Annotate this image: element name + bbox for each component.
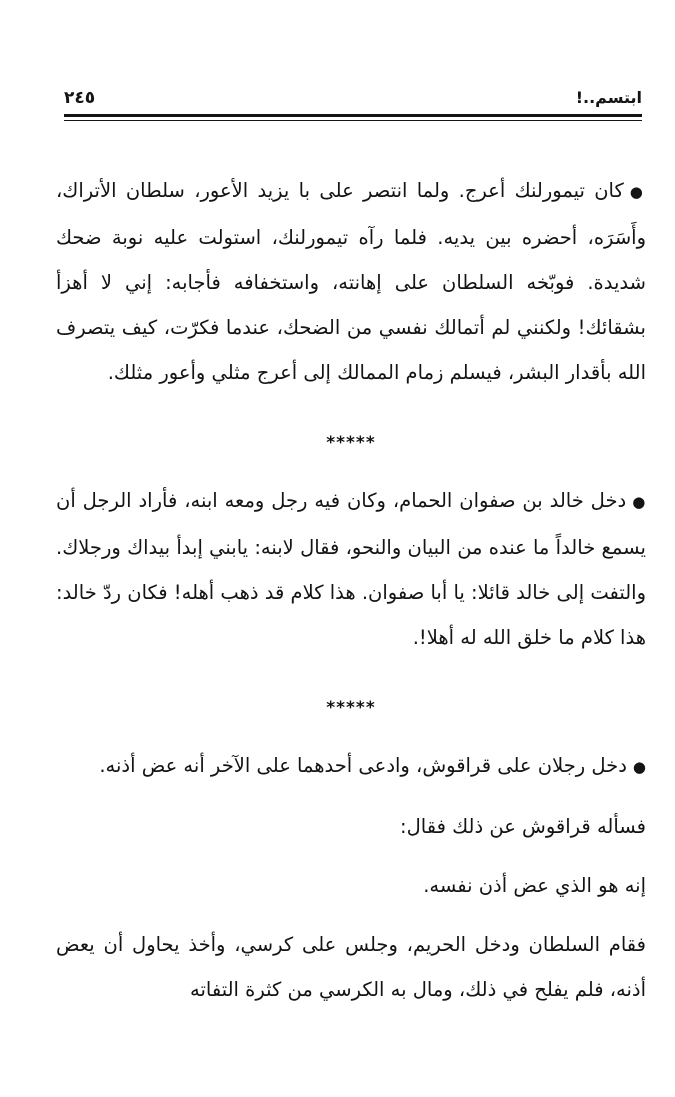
page-number: ٢٤٥: [64, 88, 96, 108]
paragraph-text: كان تيمورلنك أعرج. ولما انتصر على با يزيد الأعور، سلطان الأتراك، وأَسَرَه، أحضره بين يديه. فلما رآه تيمورلنك، استولت عليه نوبة ضحك شديدة. فوبّخه السلطان على إهانته، واستخفافه فأجابه: إني لا أهزأ بشقائك! ولكنني لم أتمالك نفسي من الضحك، عندما فكرّت، كيف يتصرف الله بأقدار البشر، فيسلم زمام الممالك إلى أعرج مثلي وأعور مثلك.: [56, 179, 646, 384]
dialogue-line: إنه هو الذي عض أذن نفسه.: [423, 874, 646, 897]
anecdote-khalid: [56, 478, 646, 660]
bullet-icon: ●: [632, 758, 646, 776]
section-separator: *****: [326, 433, 376, 453]
dialogue-line: فسأله قراقوش عن ذلك فقال:: [400, 815, 646, 838]
bullet-icon: ●: [632, 493, 646, 511]
running-title: ابتسم..!: [575, 88, 642, 107]
anecdote-tamerlane: [56, 168, 646, 395]
paragraph-text: دخل خالد بن صفوان الحمام، وكان فيه رجل ومعه ابنه، فأراد الرجل أن يسمع خالداً ما عنده من البيان والنحو، فقال لابنه: يابني إبدأ بيداك ورجلاك. والتفت إلى خالد قائلا: يا أبا صفوان. هذا كلام قد ذهب أهله! فكان ردّ خالد: هذا كلام ما خلق الله له أهلا!.: [56, 489, 646, 649]
header-rule-thick: [64, 114, 642, 117]
paragraph-text: فقام السلطان ودخل الحريم، وجلس على كرسي، وأخذ يحاول أن يعض أذنه، فلم يفلح في ذلك، ومال به الكرسي من كثرة التفاته: [56, 933, 646, 1001]
bullet-icon: ●: [629, 183, 646, 201]
header-rule-thin: [64, 120, 642, 121]
page-body: [56, 168, 646, 1012]
page-header: [64, 82, 642, 118]
paragraph-text: دخل رجلان على قراقوش، وادعى أحدهما على الآخر أنه عض أذنه.: [99, 754, 627, 777]
anecdote-qaraqush: [56, 743, 646, 790]
section-separator: *****: [326, 698, 376, 718]
